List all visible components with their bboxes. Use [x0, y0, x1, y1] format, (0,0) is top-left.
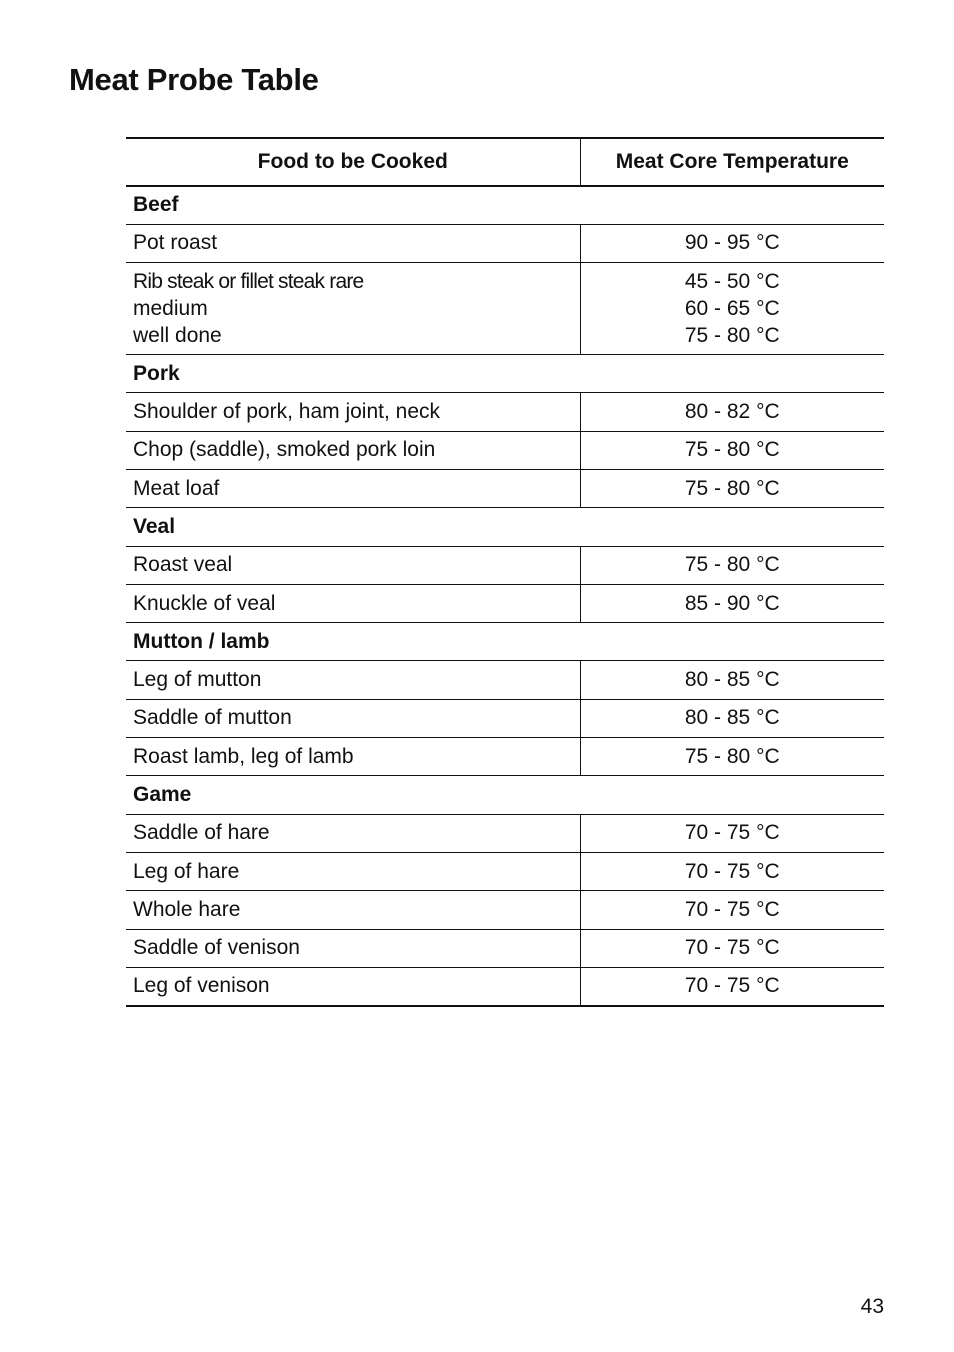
table-header	[126, 138, 884, 186]
category-row	[126, 355, 884, 393]
table-body	[126, 186, 884, 1006]
table-row	[126, 891, 884, 929]
temperature-cell: 75 - 80 °C	[580, 431, 884, 469]
food-cell: Saddle of venison	[126, 929, 580, 967]
temperature-line: 75 - 80 °C	[684, 324, 780, 348]
category-row	[126, 508, 884, 546]
food-cell: Meat loaf	[126, 469, 580, 507]
table-row	[126, 431, 884, 469]
temperature-cell: 70 - 75 °C	[580, 929, 884, 967]
category-row	[126, 623, 884, 661]
category-label: Game	[126, 776, 884, 814]
meat-probe-table	[126, 137, 884, 1007]
temperature-line: 45 - 50 °C	[684, 270, 780, 294]
temperature-cell: 80 - 82 °C	[580, 393, 884, 431]
temperature-cell: 75 - 80 °C	[580, 469, 884, 507]
category-label: Mutton / lamb	[126, 623, 884, 661]
table-row	[126, 699, 884, 737]
category-label: Pork	[126, 355, 884, 393]
category-row	[126, 776, 884, 814]
temperature-cell: 70 - 75 °C	[580, 891, 884, 929]
table-row	[126, 738, 884, 776]
temperature-cell: 85 - 90 °C	[580, 584, 884, 622]
header-row	[126, 138, 884, 186]
table-row	[126, 661, 884, 699]
page-title: Meat Probe Table	[69, 62, 319, 97]
food-cell: Shoulder of pork, ham joint, neck	[126, 393, 580, 431]
temperature-line: 60 - 65 °C	[684, 297, 780, 321]
temperature-cell: 70 - 75 °C	[580, 814, 884, 852]
column-header-temperature: Meat Core Temperature	[580, 138, 884, 186]
table-row	[126, 967, 884, 1005]
table-row	[126, 469, 884, 507]
food-cell: Whole hare	[126, 891, 580, 929]
temperature-cell: 75 - 80 °C	[580, 738, 884, 776]
table-row	[126, 852, 884, 890]
temperature-cell: 70 - 75 °C	[580, 967, 884, 1005]
food-cell: Leg of venison	[126, 967, 580, 1005]
temperature-cell: 80 - 85 °C	[580, 661, 884, 699]
temperature-cell	[580, 263, 884, 355]
table-row	[126, 224, 884, 262]
table-row	[126, 263, 884, 355]
food-cell: Chop (saddle), smoked pork loin	[126, 431, 580, 469]
food-cell: Leg of hare	[126, 852, 580, 890]
temperature-cell: 75 - 80 °C	[580, 546, 884, 584]
food-cell	[126, 263, 580, 355]
table-row	[126, 584, 884, 622]
category-label: Veal	[126, 508, 884, 546]
food-cell: Saddle of mutton	[126, 699, 580, 737]
temperature-cell: 80 - 85 °C	[580, 699, 884, 737]
food-cell: Roast veal	[126, 546, 580, 584]
food-line: Rib steak or fillet steak rare	[133, 270, 364, 294]
page-number: 43	[860, 1295, 884, 1318]
food-cell: Knuckle of veal	[126, 584, 580, 622]
table-row	[126, 929, 884, 967]
food-line: medium	[133, 297, 208, 321]
food-cell: Leg of mutton	[126, 661, 580, 699]
temperature-cell: 90 - 95 °C	[580, 224, 884, 262]
food-cell: Saddle of hare	[126, 814, 580, 852]
table-row	[126, 814, 884, 852]
category-label: Beef	[126, 186, 884, 224]
temperature-cell: 70 - 75 °C	[580, 852, 884, 890]
column-header-food: Food to be Cooked	[126, 138, 580, 186]
category-row	[126, 186, 884, 224]
table-row	[126, 546, 884, 584]
food-line: well done	[133, 324, 222, 348]
food-cell: Pot roast	[126, 224, 580, 262]
food-cell: Roast lamb, leg of lamb	[126, 738, 580, 776]
table-row	[126, 393, 884, 431]
